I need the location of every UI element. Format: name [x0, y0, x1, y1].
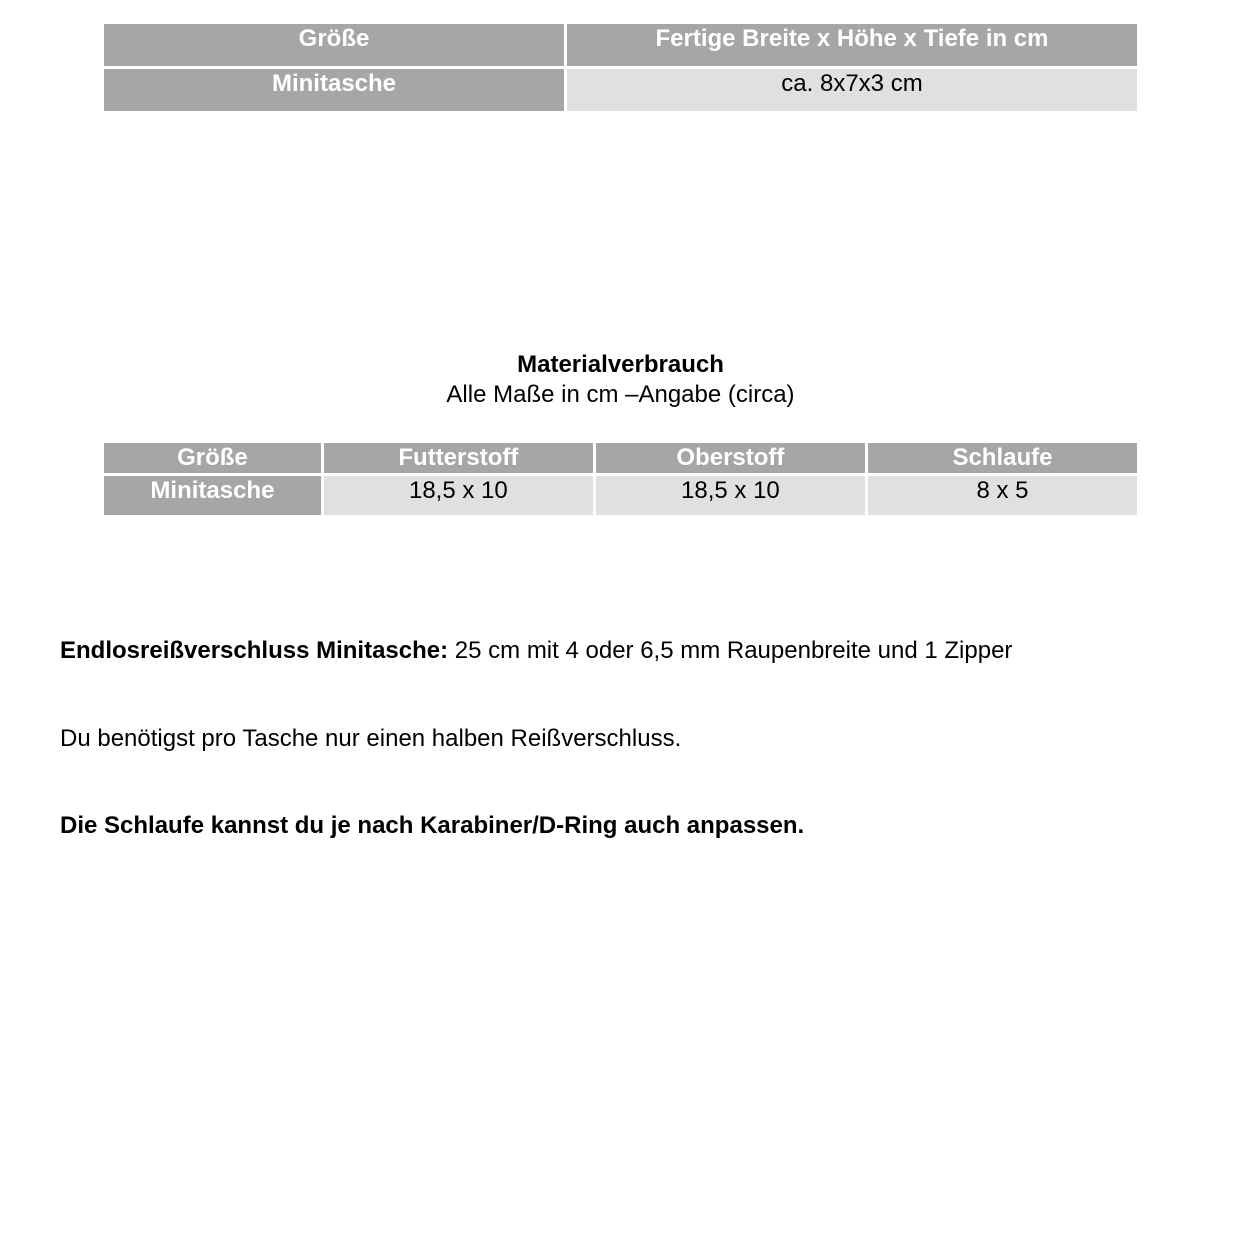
futterstoff-value: 18,5 x 10 [324, 476, 593, 515]
zipper-note-text: 25 cm mit 4 oder 6,5 mm Raupenbreite und 1 Zipper [448, 637, 1013, 664]
oberstoff-value: 18,5 x 10 [596, 476, 865, 515]
size-row-label: Minitasche [104, 476, 321, 515]
table-row [104, 69, 1137, 111]
material-title: Materialverbrauch [517, 351, 724, 378]
half-zipper-note: Du benötigst pro Tasche nur einen halben Reißverschluss. [60, 725, 682, 752]
size-row-label: Minitasche [104, 69, 564, 111]
material-table-header-row [104, 443, 1137, 473]
loop-note: Die Schlaufe kannst du je nach Karabiner/D-Ring auch anpassen. [60, 812, 805, 839]
dimensions-value: ca. 8x7x3 cm [567, 69, 1137, 111]
size-table [101, 21, 1140, 114]
size-header-cell: Größe [104, 443, 321, 473]
table-row [104, 476, 1137, 515]
size-table-header-row [104, 24, 1137, 66]
zipper-note [60, 637, 1012, 665]
size-header-cell: Größe [104, 24, 564, 66]
dimensions-header-cell: Fertige Breite x Höhe x Tiefe in cm [567, 24, 1137, 66]
zipper-note-label: Endlosreißverschluss Minitasche: [60, 637, 449, 664]
schlaufe-value: 8 x 5 [868, 476, 1137, 515]
schlaufe-header-cell: Schlaufe [868, 443, 1137, 473]
oberstoff-header-cell: Oberstoff [596, 443, 865, 473]
material-subtitle: Alle Maße in cm –Angabe (circa) [446, 381, 795, 408]
futterstoff-header-cell: Futterstoff [324, 443, 593, 473]
material-table [101, 440, 1140, 518]
